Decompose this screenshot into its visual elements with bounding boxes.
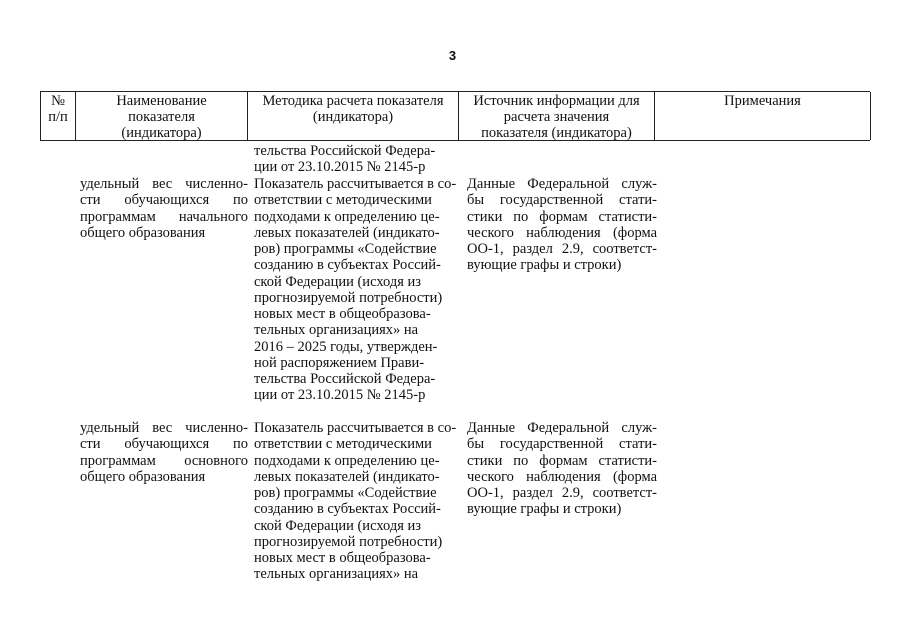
text-line: прогнозируемой потребности) xyxy=(254,289,443,306)
text-line: ской Федерации (исходя из xyxy=(254,517,422,534)
text-line: новых мест в общеобразова- xyxy=(254,306,431,322)
text-line: стики по формам статисти- xyxy=(467,208,657,225)
row-2-indicator-name xyxy=(80,420,248,485)
text-line: сти обучающихся по xyxy=(80,192,248,209)
text-line: подходами к определению це- xyxy=(254,208,440,225)
text-line: вующие графы и строки) xyxy=(467,257,622,274)
text-line: подходами к определению це- xyxy=(254,452,440,469)
text-line: Показатель рассчитывается в со- xyxy=(254,176,457,192)
text-line: созданию в субъектах Россий- xyxy=(254,501,441,518)
row-2-source xyxy=(467,420,657,518)
text-line: общего образования xyxy=(80,468,206,485)
text-line: ответствии с методическими xyxy=(254,192,432,209)
text-line: общего образования xyxy=(80,224,206,241)
text-line: тельных организациях» на xyxy=(254,322,419,339)
text-line: 2016 – 2025 годы, утвержден- xyxy=(254,338,438,355)
text-line: ции от 23.10.2015 № 2145-р xyxy=(254,159,426,176)
text-line: Данные Федеральной служ- xyxy=(467,176,657,192)
text-line: сти обучающихся по xyxy=(80,436,248,453)
text-line: ров) программы «Содействие xyxy=(254,241,437,257)
header-source: Источник информации для расчета значения показателя (индикатора) xyxy=(459,92,655,140)
text-line: тельных организациях» на xyxy=(254,566,419,583)
text-line: бы государственной стати- xyxy=(467,436,657,453)
text-line: бы государственной стати- xyxy=(467,192,657,209)
text-line: левых показателей (индикато- xyxy=(254,468,440,485)
text-line: Данные Федеральной служ- xyxy=(467,420,657,436)
text-line: Показатель рассчитывается в со- xyxy=(254,420,457,436)
header-number: № п/п xyxy=(41,92,76,140)
row-1-indicator-name xyxy=(80,176,248,241)
text-line: удельный вес численно- xyxy=(80,176,248,192)
header-method: Методика расчета показателя (индикатора) xyxy=(248,92,459,140)
text-line: ОО-1, раздел 2.9, соответст- xyxy=(467,241,657,257)
header-indicator-name: Наименование показателя (индикатора) xyxy=(76,92,248,140)
text-line: программам начального xyxy=(80,208,248,225)
text-line: ской Федерации (исходя из xyxy=(254,273,422,290)
table-header xyxy=(40,91,870,141)
text-line: новых мест в общеобразова- xyxy=(254,550,431,566)
text-line: ответствии с методическими xyxy=(254,436,432,453)
page-number: 3 xyxy=(448,48,457,63)
text-line: программам основного xyxy=(80,452,248,469)
text-line: ОО-1, раздел 2.9, соответст- xyxy=(467,485,657,501)
row-1-method xyxy=(254,176,462,404)
text-line: ческого наблюдения (форма xyxy=(467,224,657,241)
text-line: тельства Российской Федера- xyxy=(254,143,436,159)
text-line: ции от 23.10.2015 № 2145-р xyxy=(254,387,426,404)
text-line: левых показателей (индикато- xyxy=(254,224,440,241)
text-line: созданию в субъектах Россий- xyxy=(254,257,441,274)
text-line: стики по формам статисти- xyxy=(467,452,657,469)
text-line: ров) программы «Содействие xyxy=(254,485,437,501)
text-line: вующие графы и строки) xyxy=(467,501,622,518)
text-line: ческого наблюдения (форма xyxy=(467,468,657,485)
text-line: прогнозируемой потребности) xyxy=(254,533,443,550)
text-line: тельства Российской Федера- xyxy=(254,371,436,387)
row-2-method xyxy=(254,420,462,583)
row-1-source xyxy=(467,176,657,274)
header-notes: Примечания xyxy=(655,92,871,140)
text-line: удельный вес численно- xyxy=(80,420,248,436)
method-carryover xyxy=(254,143,462,176)
text-line: ной распоряжением Прави- xyxy=(254,354,425,371)
